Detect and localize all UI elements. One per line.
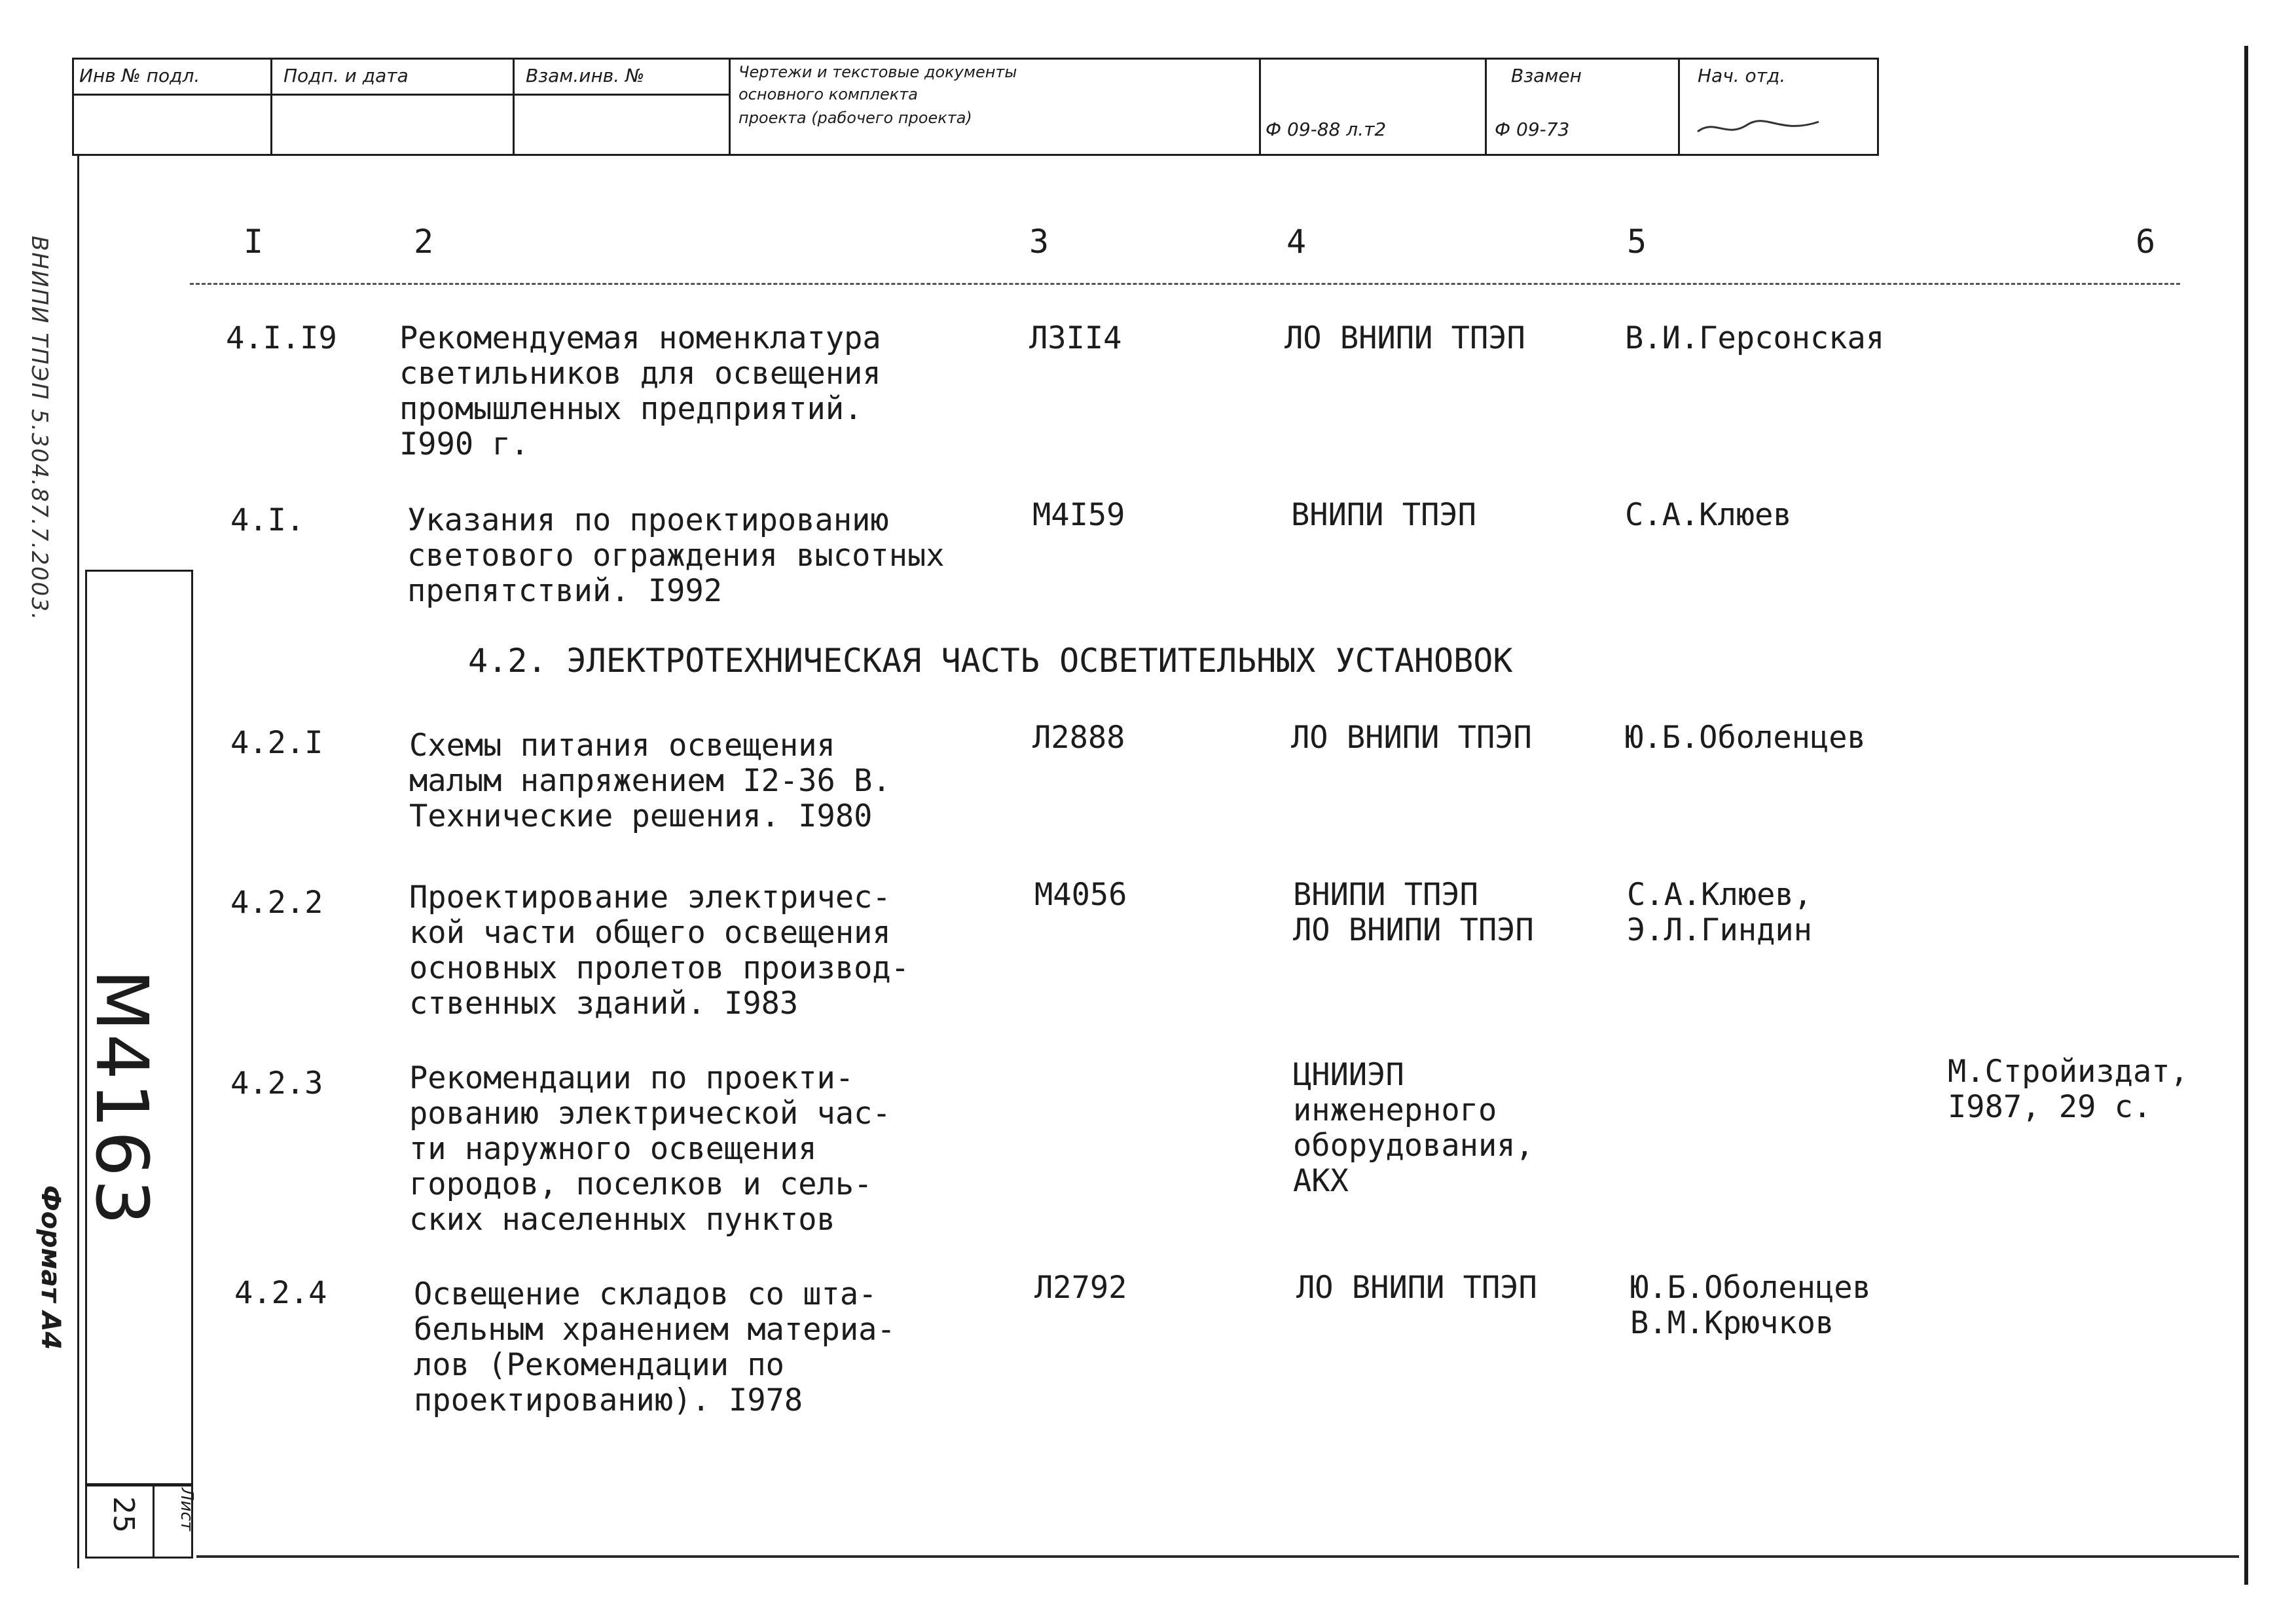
row-author: С.А.Клюев, [1627, 877, 1812, 913]
title-block [72, 58, 1879, 156]
row-archive-code: М4I59 [1032, 497, 1125, 533]
title-block-divider [1678, 60, 1680, 154]
sign-date-label: Подп. и дата [283, 65, 409, 86]
bottom-border [196, 1555, 2239, 1558]
form-code: Ф 09-88 л.т2 [1266, 119, 1387, 140]
document-code: М4163 [80, 969, 164, 1228]
title-block-rule [74, 94, 729, 96]
sheet-box-divider [153, 1485, 155, 1557]
row-number: 4.2.2 [230, 885, 323, 921]
col-header-2: 2 [414, 223, 434, 261]
title-line-1: Чертежи и текстовые документы [738, 63, 1017, 81]
inventory-note: ВНИПИ ТПЭП 5.304.87.7.2003. [26, 236, 52, 621]
row-number: 4.2.4 [234, 1275, 327, 1311]
row-publisher: М.Стройиздат, [1948, 1054, 2189, 1090]
row-title-line: Указания по проектированию [407, 502, 889, 538]
inv-number-label: Инв № подл. [79, 65, 200, 86]
signature-scribble [1694, 112, 1825, 145]
binding-margin-line [77, 154, 79, 1568]
row-title-line: ственных зданий. I983 [409, 986, 799, 1022]
title-line-2: основного комплекта [738, 85, 918, 103]
row-title-line: основных пролетов производ- [409, 950, 910, 986]
col-header-5: 5 [1627, 223, 1647, 261]
title-block-divider [270, 60, 272, 154]
row-title-line: проектированию). I978 [414, 1382, 803, 1418]
sheet-label: Лист [177, 1488, 196, 1531]
row-author: Ю.Б.Оболенцев [1625, 720, 1866, 756]
col-header-3: 3 [1029, 223, 1049, 261]
row-archive-code: М4056 [1034, 877, 1127, 913]
row-title-line: светильников для освещения [399, 356, 881, 392]
row-archive-code: Л2888 [1032, 720, 1125, 756]
replaces-label: Взамен [1511, 65, 1582, 86]
replace-inv-label: Взам.инв. № [526, 65, 645, 86]
row-organization: АКХ [1293, 1163, 1349, 1199]
row-title-line: бельным хранением материа- [414, 1312, 896, 1348]
row-title-line: рованию электрической час- [409, 1096, 891, 1132]
title-block-divider [1259, 60, 1261, 154]
row-title-line: светового ограждения высотных [407, 538, 945, 574]
row-author: В.И.Герсонская [1625, 320, 1885, 356]
row-title-line: Проектирование электричес- [409, 879, 891, 915]
row-title-line: Рекомендации по проекти- [409, 1060, 854, 1096]
row-organization: ВНИПИ ТПЭП [1291, 497, 1476, 533]
row-number: 4.2.3 [230, 1065, 323, 1101]
row-title-line: кой части общего освещения [409, 915, 891, 951]
replaced-form-code: Ф 09-73 [1495, 119, 1570, 140]
row-title-line: препятствий. I992 [407, 573, 723, 609]
col-header-6: 6 [2136, 223, 2156, 261]
row-title-line: малым напряжением I2-36 В. [409, 763, 891, 799]
dept-head-label: Нач. отд. [1698, 65, 1786, 86]
row-title-line: городов, поселков и сель- [409, 1166, 873, 1202]
row-title-line: промышленных предприятий. [399, 391, 863, 427]
row-organization: ЦНИИЭП [1293, 1057, 1404, 1093]
row-title-line: Технические решения. I980 [409, 798, 873, 834]
row-organization: ЛО ВНИПИ ТПЭП [1293, 912, 1534, 948]
title-block-divider [1485, 60, 1487, 154]
row-archive-code: ЛЗII4 [1029, 320, 1122, 356]
title-block-divider [729, 60, 731, 154]
section-heading: 4.2. ЭЛЕКТРОТЕХНИЧЕСКАЯ ЧАСТЬ ОСВЕТИТЕЛЬНЫХ УСТАНОВОК [468, 642, 1513, 680]
row-number: 4.I. [230, 502, 305, 538]
row-organization: ВНИПИ ТПЭП [1293, 877, 1478, 913]
row-title-line: Схемы питания освещения [409, 728, 835, 764]
row-title-line: ти наружного освещения [409, 1131, 817, 1167]
row-number: 4.2.I [230, 725, 323, 761]
row-title-line: Освещение складов со шта- [414, 1276, 877, 1312]
row-author: Э.Л.Гиндин [1627, 912, 1812, 948]
title-line-3: проекта (рабочего проекта) [738, 109, 972, 127]
row-organization: ЛО ВНИПИ ТПЭП [1296, 1270, 1537, 1306]
row-author: Ю.Б.Оболенцев [1630, 1270, 1871, 1306]
row-organization: ЛО ВНИПИ ТПЭП [1291, 720, 1532, 756]
row-title-line: Рекомендуемая номенклатура [399, 320, 881, 356]
row-title-line: лов (Рекомендации по [414, 1347, 784, 1383]
row-publisher: I987, 29 с. [1948, 1089, 2152, 1125]
row-author: С.А.Клюев [1625, 497, 1792, 533]
row-organization: оборудования, [1293, 1128, 1534, 1164]
row-organization: ЛО ВНИПИ ТПЭП [1285, 320, 1525, 356]
sheet-format: Формат А4 [35, 1185, 65, 1350]
row-organization: инженерного [1293, 1092, 1497, 1128]
row-archive-code: Л2792 [1034, 1270, 1127, 1306]
right-border [2244, 46, 2248, 1585]
row-title-line: ских населенных пунктов [409, 1202, 835, 1238]
col-header-4: 4 [1286, 223, 1307, 261]
row-author: В.М.Крючков [1630, 1305, 1834, 1341]
col-header-1: I [244, 223, 264, 261]
header-underline [190, 283, 2180, 285]
row-number: 4.I.I9 [226, 320, 337, 356]
sheet-number: 25 [107, 1496, 140, 1533]
row-title-line: I990 г. [399, 426, 530, 462]
title-block-divider [513, 60, 515, 154]
